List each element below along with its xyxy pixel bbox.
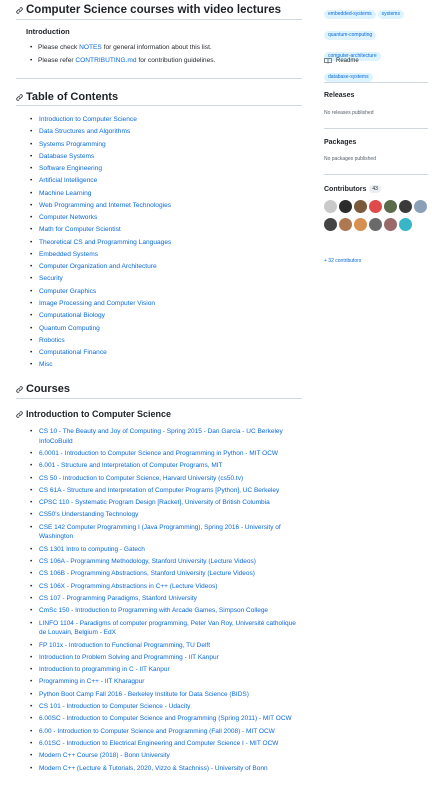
contributor-avatar[interactable]	[324, 218, 337, 231]
course-link[interactable]: CS 107 - Programming Paradigms, Stanford University	[39, 594, 197, 602]
divider	[16, 78, 302, 79]
releases-heading[interactable]: Releases	[324, 92, 355, 99]
course-link[interactable]: 6.01SC - Introduction to Electrical Engineering and Computer Science I - MIT OCW	[39, 739, 279, 747]
toc-link[interactable]: Systems Programming	[39, 140, 106, 148]
link-icon[interactable]	[16, 7, 23, 14]
course-link[interactable]: CS50's Understanding Technology	[39, 511, 139, 519]
toc-item	[30, 359, 300, 371]
toc-item	[30, 249, 300, 261]
toc-item	[30, 261, 300, 273]
courses-heading: Courses	[16, 383, 70, 395]
toc-item	[30, 188, 300, 200]
toc-link[interactable]: Quantum Computing	[39, 324, 100, 332]
toc-link[interactable]: Computer Graphics	[39, 287, 97, 295]
toc-link[interactable]: Computer Networks	[39, 214, 98, 222]
course-item	[30, 557, 302, 567]
toc-item	[30, 212, 300, 224]
course-item	[30, 702, 302, 712]
contributor-avatar[interactable]	[384, 218, 397, 231]
course-link[interactable]: CPSC 110 - Systematic Program Design [Racket], University of British Columbia	[39, 499, 270, 507]
toc-link[interactable]: Machine Learning	[39, 189, 92, 197]
course-link[interactable]: CS 61A - Structure and Interpretation of Computer Programs [Python], UC Berkeley	[39, 486, 280, 494]
toc-item	[30, 126, 300, 138]
course-item	[30, 690, 302, 700]
course-item	[30, 510, 302, 520]
contributor-avatar[interactable]	[369, 200, 382, 213]
divider	[16, 105, 302, 106]
contributors-heading[interactable]: Contributors 43	[324, 185, 381, 193]
intro-label: Introduction	[26, 27, 70, 36]
toc-item	[30, 151, 300, 163]
topic-tag[interactable]: systems	[378, 10, 404, 19]
contributor-avatar[interactable]	[324, 200, 337, 213]
course-link[interactable]: 6.00SC - Introduction to Computer Science and Programming (Spring 2011) - MIT OCW	[39, 715, 292, 723]
course-link[interactable]: FP 101x - Introduction to Functional Programming, TU Delft	[39, 641, 211, 649]
toc-link[interactable]: Security	[39, 275, 63, 283]
course-link[interactable]: 6.00 - Introduction to Computer Science and Programming (Fall 2008) - MIT OCW	[39, 727, 275, 735]
list-item: • Please check NOTES for general information about this list.	[30, 42, 300, 55]
intro-cs-heading: Introduction to Computer Science	[16, 409, 171, 419]
contributor-avatar[interactable]	[354, 218, 367, 231]
contributor-avatar[interactable]	[399, 200, 412, 213]
toc-item	[30, 335, 300, 347]
book-icon	[324, 58, 332, 64]
course-link[interactable]: LINFO 1104 - Paradigms of computer programming, Peter Van Roy, Université catholique de Louvain, Belgium - EdX	[39, 619, 296, 637]
toc-link[interactable]: Web Programming and Internet Technologies	[39, 201, 172, 209]
topic-tag[interactable]: database-systems	[324, 73, 373, 82]
course-link[interactable]: Programming in C++ - IIT Kharagpur	[39, 678, 145, 686]
course-item	[30, 764, 302, 774]
divider	[16, 19, 302, 20]
course-item	[30, 751, 302, 761]
course-item	[30, 727, 302, 737]
divider	[324, 174, 428, 175]
toc-link[interactable]: Computational Finance	[39, 349, 107, 357]
readme-link[interactable]: Readme	[324, 58, 359, 64]
contributor-avatar[interactable]	[399, 218, 412, 231]
contributor-avatars	[324, 200, 430, 236]
course-item	[30, 594, 302, 604]
toc-item	[30, 163, 300, 175]
course-item	[30, 498, 302, 508]
toc-link[interactable]: Robotics	[39, 336, 65, 344]
contributor-avatar[interactable]	[369, 218, 382, 231]
course-item	[30, 665, 302, 675]
course-item	[30, 582, 302, 592]
course-item	[30, 474, 302, 484]
link-icon[interactable]	[16, 386, 23, 393]
toc-link[interactable]: Introduction to Computer Science	[39, 116, 137, 123]
contributor-avatar[interactable]	[339, 200, 352, 213]
course-item	[30, 653, 302, 663]
course-link[interactable]: CS 106A - Programming Methodology, Stanford University (Lecture Videos)	[39, 558, 256, 566]
toc-item	[30, 175, 300, 187]
course-link[interactable]: CSE 142 Computer Programming I (Java Programming), Spring 2016 - University of Washington	[39, 523, 281, 541]
course-item	[30, 739, 302, 749]
contributor-avatar[interactable]	[339, 218, 352, 231]
toc-link[interactable]: Software Engineering	[39, 165, 103, 173]
course-link[interactable]: Modern C++ (Lecture & Tutorials, 2020, Vizzo & Stachniss) - University of Bonn	[39, 764, 268, 772]
toc-item	[30, 114, 300, 126]
toc-link[interactable]: Computer Organization and Architecture	[39, 263, 157, 271]
course-link[interactable]: 6.0001 - Introduction to Computer Science and Programming in Python - MIT OCW	[39, 450, 279, 457]
course-item	[30, 449, 302, 459]
contributors-count-badge: 43	[369, 185, 381, 193]
toc-link[interactable]: Computational Biology	[39, 312, 105, 320]
releases-text: No releases published	[324, 110, 374, 116]
toc-item	[30, 139, 300, 151]
course-link[interactable]: CS 106X - Programming Abstractions in C++ (Lecture Videos)	[39, 582, 218, 590]
course-link[interactable]: CmSc 150 - Introduction to Programming with Arcade Games, Simpson College	[39, 607, 269, 615]
course-item	[30, 714, 302, 724]
course-link[interactable]: CS 1301 Intro to computing - Gatech	[39, 545, 145, 553]
course-link[interactable]: CS 106B - Programming Abstractions, Stanford University (Lecture Videos)	[39, 570, 255, 578]
course-item	[30, 619, 302, 638]
topic-tag[interactable]: embedded-systems	[324, 10, 376, 19]
toc-item	[30, 273, 300, 285]
toc-item	[30, 310, 300, 322]
packages-text: No packages published	[324, 156, 376, 162]
course-item	[30, 461, 302, 471]
toc-item	[30, 323, 300, 335]
topic-tag[interactable]: quantum-computing	[324, 31, 376, 40]
notes-link[interactable]: NOTES	[79, 44, 102, 51]
contributor-avatar[interactable]	[414, 200, 427, 213]
toc-item	[30, 347, 300, 359]
contributor-avatar[interactable]	[354, 200, 367, 213]
toc-heading: Table of Contents	[16, 91, 118, 103]
topic-list	[324, 2, 430, 86]
course-item	[30, 545, 302, 555]
contributor-avatar[interactable]	[384, 200, 397, 213]
divider	[324, 128, 428, 129]
divider	[324, 82, 428, 83]
intro-list	[30, 42, 300, 67]
toc-link[interactable]: Database Systems	[39, 152, 95, 160]
toc-item	[30, 298, 300, 310]
more-contributors-link[interactable]: + 32 contributors	[324, 258, 362, 264]
packages-heading[interactable]: Packages	[324, 139, 357, 146]
course-list	[30, 427, 302, 776]
course-link[interactable]: CS 50 - Introduction to Computer Science, Harvard University (cs50.tv)	[39, 474, 244, 482]
toc-link[interactable]: Artificial Intelligence	[39, 177, 98, 185]
course-link[interactable]: CS 101 - Introduction to Computer Science - Udacity	[39, 703, 191, 711]
divider	[16, 398, 302, 399]
course-link[interactable]: CS 10 - The Beauty and Joy of Computing - Spring 2015 - Dan Garcia - UC Berkeley InfoCoBuild	[39, 428, 283, 445]
toc-link[interactable]: Misc	[39, 361, 53, 369]
topic-tag[interactable]: computer-architecture	[324, 52, 381, 61]
repo-sidebar	[318, 0, 432, 800]
toc-link[interactable]: Theoretical CS and Programming Languages	[39, 238, 172, 246]
link-icon[interactable]	[16, 94, 23, 101]
toc-link[interactable]: Embedded Systems	[39, 250, 99, 258]
toc-list	[30, 114, 300, 372]
course-item	[30, 569, 302, 579]
course-item	[30, 523, 302, 542]
readme-title: Computer Science courses with video lectures	[16, 4, 281, 16]
course-item	[30, 606, 302, 616]
course-item	[30, 486, 302, 496]
toc-item	[30, 237, 300, 249]
course-link[interactable]: 6.001 - Structure and Interpretation of Computer Programs, MIT	[39, 462, 223, 470]
toc-item	[30, 286, 300, 298]
toc-item	[30, 224, 300, 236]
course-item	[30, 677, 302, 687]
course-item	[30, 427, 302, 446]
course-link[interactable]: Introduction to programming in C - IIT Kanpur	[39, 666, 170, 674]
contributing-link[interactable]: CONTRIBUTING.md	[75, 56, 137, 64]
toc-item	[30, 200, 300, 212]
toc-link[interactable]: Math for Computer Scientist	[39, 226, 121, 234]
toc-link[interactable]: Image Processing and Computer Vision	[39, 299, 156, 307]
course-link[interactable]: Python Boot Camp Fall 2016 - Berkeley Institute for Data Science (BIDS)	[39, 690, 249, 698]
course-item	[30, 641, 302, 651]
course-link[interactable]: Modern C++ Course (2018) - Bonn University	[39, 752, 170, 760]
course-link[interactable]: Introduction to Problem Solving and Programming - IIT Kanpur	[39, 653, 219, 661]
list-item: • Please refer CONTRIBUTING.md for contribution guidelines.	[30, 55, 300, 68]
link-icon[interactable]	[16, 411, 23, 418]
toc-link[interactable]: Data Structures and Algorithms	[39, 128, 131, 136]
